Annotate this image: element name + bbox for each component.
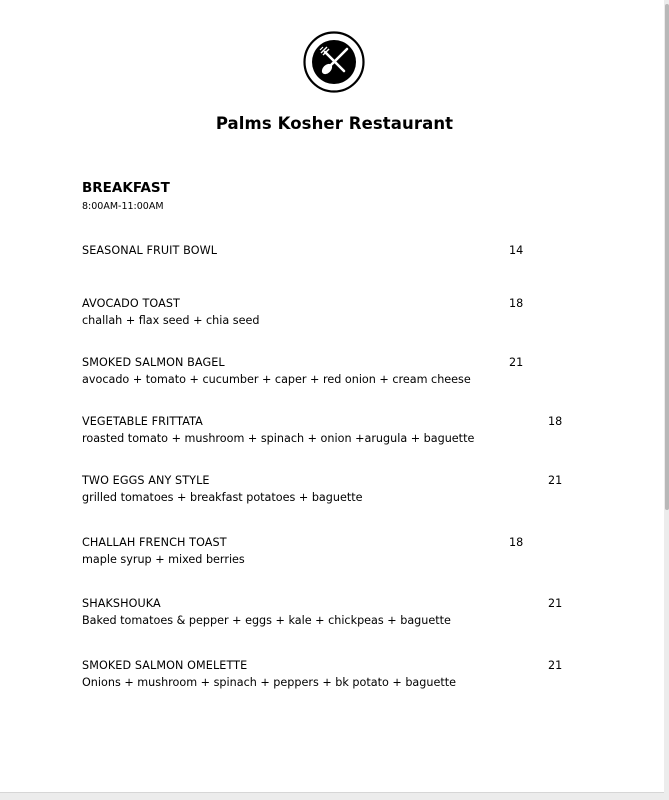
menu-item-description: avocado + tomato + cucumber + caper + red onion + cream cheese — [82, 373, 471, 386]
menu-item-name: VEGETABLE FRITTATA — [82, 415, 203, 428]
menu-item-description: Baked tomatoes & pepper + eggs + kale + chickpeas + baguette — [82, 614, 451, 627]
menu-item-price: 18 — [509, 297, 524, 310]
menu-item-description: maple syrup + mixed berries — [82, 553, 245, 566]
menu-item-price: 18 — [548, 415, 563, 428]
menu-item-price: 18 — [509, 536, 524, 549]
menu-item-description: grilled tomatoes + breakfast potatoes + baguette — [82, 491, 363, 504]
menu-item-name: SMOKED SALMON OMELETTE — [82, 659, 248, 672]
scrollbar-track[interactable] — [664, 0, 669, 800]
menu-item-price: 21 — [548, 659, 563, 672]
menu-item-name: SHAKSHOUKA — [82, 597, 161, 610]
menu-item-price: 21 — [548, 597, 563, 610]
section-title: BREAKFAST — [82, 180, 170, 196]
section-hours: 8:00AM-11:00AM — [82, 201, 164, 212]
restaurant-name: Palms Kosher Restaurant — [215, 114, 454, 133]
menu-item-name: AVOCADO TOAST — [82, 297, 180, 310]
fork-spoon-icon — [303, 31, 365, 93]
menu-item-description: roasted tomato + mushroom + spinach + onion +arugula + baguette — [82, 432, 475, 445]
menu-item-price: 21 — [548, 474, 563, 487]
menu-item-price: 21 — [509, 356, 524, 369]
menu-item-name: SEASONAL FRUIT BOWL — [82, 244, 218, 257]
menu-item-description: challah + flax seed + chia seed — [82, 314, 260, 327]
menu-item-name: CHALLAH FRENCH TOAST — [82, 536, 227, 549]
scrollbar-thumb[interactable] — [665, 4, 669, 510]
menu-item-price: 14 — [509, 244, 524, 257]
menu-item-name: SMOKED SALMON BAGEL — [82, 356, 225, 369]
menu-item-name: TWO EGGS ANY STYLE — [82, 474, 210, 487]
menu-item-description: Onions + mushroom + spinach + peppers + bk potato + baguette — [82, 676, 457, 689]
